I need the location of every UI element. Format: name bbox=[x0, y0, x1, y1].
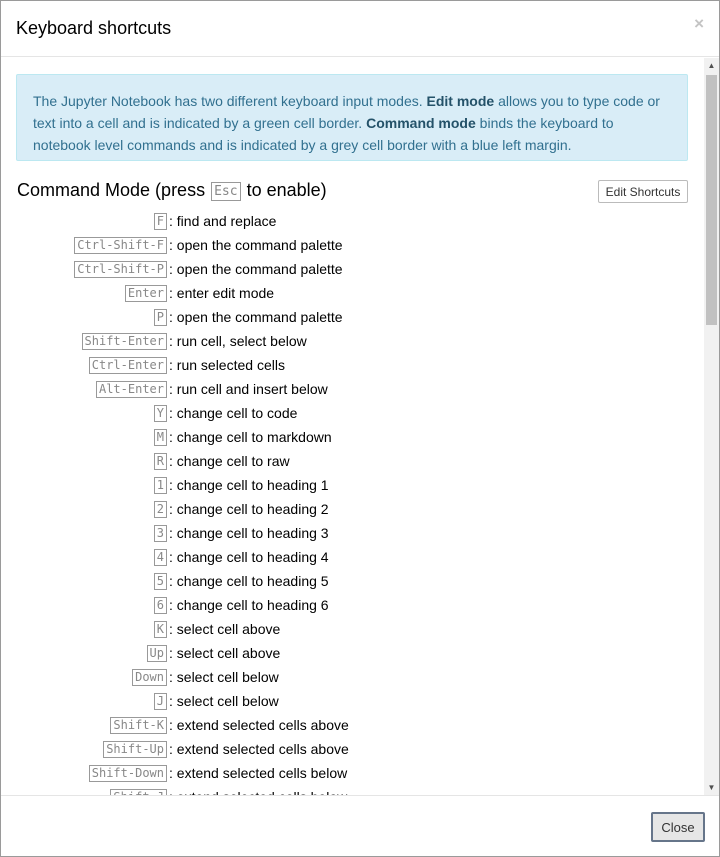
shortcut-keys bbox=[154, 476, 167, 494]
scrollbar-thumb[interactable] bbox=[706, 75, 717, 325]
shortcut-description: : extend selected cells below bbox=[169, 765, 348, 781]
shortcut-keys bbox=[89, 356, 167, 374]
dialog-title: Keyboard shortcuts bbox=[16, 18, 172, 38]
dialog-header bbox=[1, 1, 719, 57]
command-mode-heading bbox=[17, 180, 327, 201]
shortcut-keys bbox=[154, 692, 167, 710]
shortcut-row bbox=[1, 641, 704, 665]
shortcut-row bbox=[1, 305, 704, 329]
shortcut-keys bbox=[154, 620, 167, 638]
shortcut-key: Ctrl-Shift-P bbox=[74, 261, 167, 278]
shortcut-key: Y bbox=[154, 405, 167, 422]
shortcut-row bbox=[1, 449, 704, 473]
shortcut-keys bbox=[154, 500, 167, 518]
shortcut-row bbox=[1, 425, 704, 449]
edit-shortcuts-button[interactable]: Edit Shortcuts bbox=[598, 180, 688, 203]
shortcut-description: : change cell to code bbox=[169, 405, 298, 421]
shortcut-key: Ctrl-Enter bbox=[89, 357, 167, 374]
shortcut-keys bbox=[74, 260, 167, 278]
shortcut-description: : change cell to heading 2 bbox=[169, 501, 329, 517]
dialog-footer bbox=[1, 795, 719, 856]
info-text-2: allows you to type code or text into a cell and is indicated by a green cell border. bbox=[33, 93, 660, 131]
shortcut-keys bbox=[132, 668, 167, 686]
shortcut-row bbox=[1, 761, 704, 785]
shortcut-description: : change cell to heading 1 bbox=[169, 477, 329, 493]
shortcut-list bbox=[1, 209, 704, 809]
shortcut-keys bbox=[147, 644, 167, 662]
shortcut-key: Shift-Enter bbox=[82, 333, 167, 350]
info-edit-mode: Edit mode bbox=[426, 93, 495, 109]
shortcut-keys bbox=[110, 716, 167, 734]
shortcut-key: Ctrl-Shift-F bbox=[74, 237, 167, 254]
shortcut-row bbox=[1, 665, 704, 689]
shortcut-keys bbox=[154, 548, 167, 566]
shortcut-keys bbox=[154, 404, 167, 422]
shortcut-description: : find and replace bbox=[169, 213, 277, 229]
shortcut-keys bbox=[82, 332, 167, 350]
shortcut-description: : open the command palette bbox=[169, 237, 343, 253]
shortcut-description: : open the command palette bbox=[169, 261, 343, 277]
esc-key: Esc bbox=[211, 182, 240, 201]
shortcut-description: : select cell below bbox=[169, 669, 279, 685]
shortcut-row bbox=[1, 281, 704, 305]
shortcut-description: : run selected cells bbox=[169, 357, 285, 373]
shortcut-row bbox=[1, 353, 704, 377]
shortcut-description: : select cell below bbox=[169, 693, 279, 709]
shortcut-keys bbox=[89, 764, 167, 782]
shortcut-key: Shift-Up bbox=[103, 741, 167, 758]
shortcut-description: : select cell above bbox=[169, 621, 281, 637]
shortcut-keys bbox=[154, 428, 167, 446]
shortcut-description: : change cell to heading 4 bbox=[169, 549, 329, 565]
shortcut-key: 5 bbox=[154, 573, 167, 590]
shortcut-description: : open the command palette bbox=[169, 309, 343, 325]
shortcut-row bbox=[1, 569, 704, 593]
heading-prefix: Command Mode (press bbox=[17, 180, 206, 200]
shortcut-key: 4 bbox=[154, 549, 167, 566]
dialog-body[interactable] bbox=[1, 58, 704, 795]
shortcut-description: : change cell to raw bbox=[169, 453, 290, 469]
shortcut-row bbox=[1, 401, 704, 425]
shortcut-row bbox=[1, 209, 704, 233]
scroll-up-icon[interactable]: ▲ bbox=[707, 61, 716, 70]
shortcut-row bbox=[1, 377, 704, 401]
close-icon[interactable]: × bbox=[694, 14, 704, 33]
shortcut-row bbox=[1, 713, 704, 737]
shortcut-keys bbox=[154, 308, 167, 326]
shortcut-key: R bbox=[154, 453, 167, 470]
shortcut-key: 1 bbox=[154, 477, 167, 494]
shortcut-description: : extend selected cells above bbox=[169, 741, 349, 757]
shortcut-keys bbox=[96, 380, 167, 398]
shortcut-row bbox=[1, 545, 704, 569]
shortcut-key: J bbox=[154, 693, 167, 710]
close-button[interactable]: Close bbox=[651, 812, 705, 842]
shortcut-key: 2 bbox=[154, 501, 167, 518]
scroll-down-icon[interactable]: ▼ bbox=[707, 783, 716, 792]
shortcut-row bbox=[1, 689, 704, 713]
shortcut-keys bbox=[125, 284, 167, 302]
shortcut-key: Shift-K bbox=[110, 717, 167, 734]
shortcut-description: : change cell to heading 6 bbox=[169, 597, 329, 613]
shortcut-key: Down bbox=[132, 669, 167, 686]
info-text-1: The Jupyter Notebook has two different keyboard input modes. bbox=[33, 93, 427, 109]
shortcut-key: F bbox=[154, 213, 167, 230]
shortcut-key: Alt-Enter bbox=[96, 381, 167, 398]
shortcut-keys bbox=[154, 596, 167, 614]
shortcut-keys bbox=[154, 212, 167, 230]
shortcut-description: : change cell to heading 5 bbox=[169, 573, 329, 589]
shortcut-row bbox=[1, 497, 704, 521]
scrollbar[interactable] bbox=[704, 58, 719, 795]
shortcut-description: : change cell to heading 3 bbox=[169, 525, 329, 541]
shortcut-keys bbox=[74, 236, 167, 254]
shortcut-key: 3 bbox=[154, 525, 167, 542]
info-alert bbox=[16, 74, 688, 161]
shortcut-row bbox=[1, 473, 704, 497]
info-text-3: binds the keyboard to notebook level commands and is indicated by a grey cell border with a blue left margin. bbox=[33, 115, 614, 153]
shortcut-key: Shift-Down bbox=[89, 765, 167, 782]
shortcut-row bbox=[1, 329, 704, 353]
shortcut-description: : enter edit mode bbox=[169, 285, 275, 301]
shortcut-key: Up bbox=[147, 645, 167, 662]
shortcut-description: : change cell to markdown bbox=[169, 429, 332, 445]
shortcut-row bbox=[1, 617, 704, 641]
info-command-mode: Command mode bbox=[366, 115, 476, 131]
shortcut-keys bbox=[103, 740, 167, 758]
shortcut-description: : extend selected cells above bbox=[169, 717, 349, 733]
shortcut-key: M bbox=[154, 429, 167, 446]
shortcut-key: 6 bbox=[154, 597, 167, 614]
shortcut-description: : run cell and insert below bbox=[169, 381, 328, 397]
shortcut-key: Enter bbox=[125, 285, 167, 302]
shortcut-keys bbox=[154, 452, 167, 470]
shortcut-row bbox=[1, 593, 704, 617]
shortcut-row bbox=[1, 737, 704, 761]
shortcut-row bbox=[1, 233, 704, 257]
shortcut-description: : run cell, select below bbox=[169, 333, 307, 349]
shortcut-keys bbox=[154, 524, 167, 542]
shortcut-description: : select cell above bbox=[169, 645, 281, 661]
shortcut-key: P bbox=[154, 309, 167, 326]
shortcut-key: K bbox=[154, 621, 167, 638]
shortcut-keys bbox=[154, 572, 167, 590]
shortcut-row bbox=[1, 521, 704, 545]
shortcut-row bbox=[1, 257, 704, 281]
heading-suffix: to enable) bbox=[246, 180, 327, 200]
